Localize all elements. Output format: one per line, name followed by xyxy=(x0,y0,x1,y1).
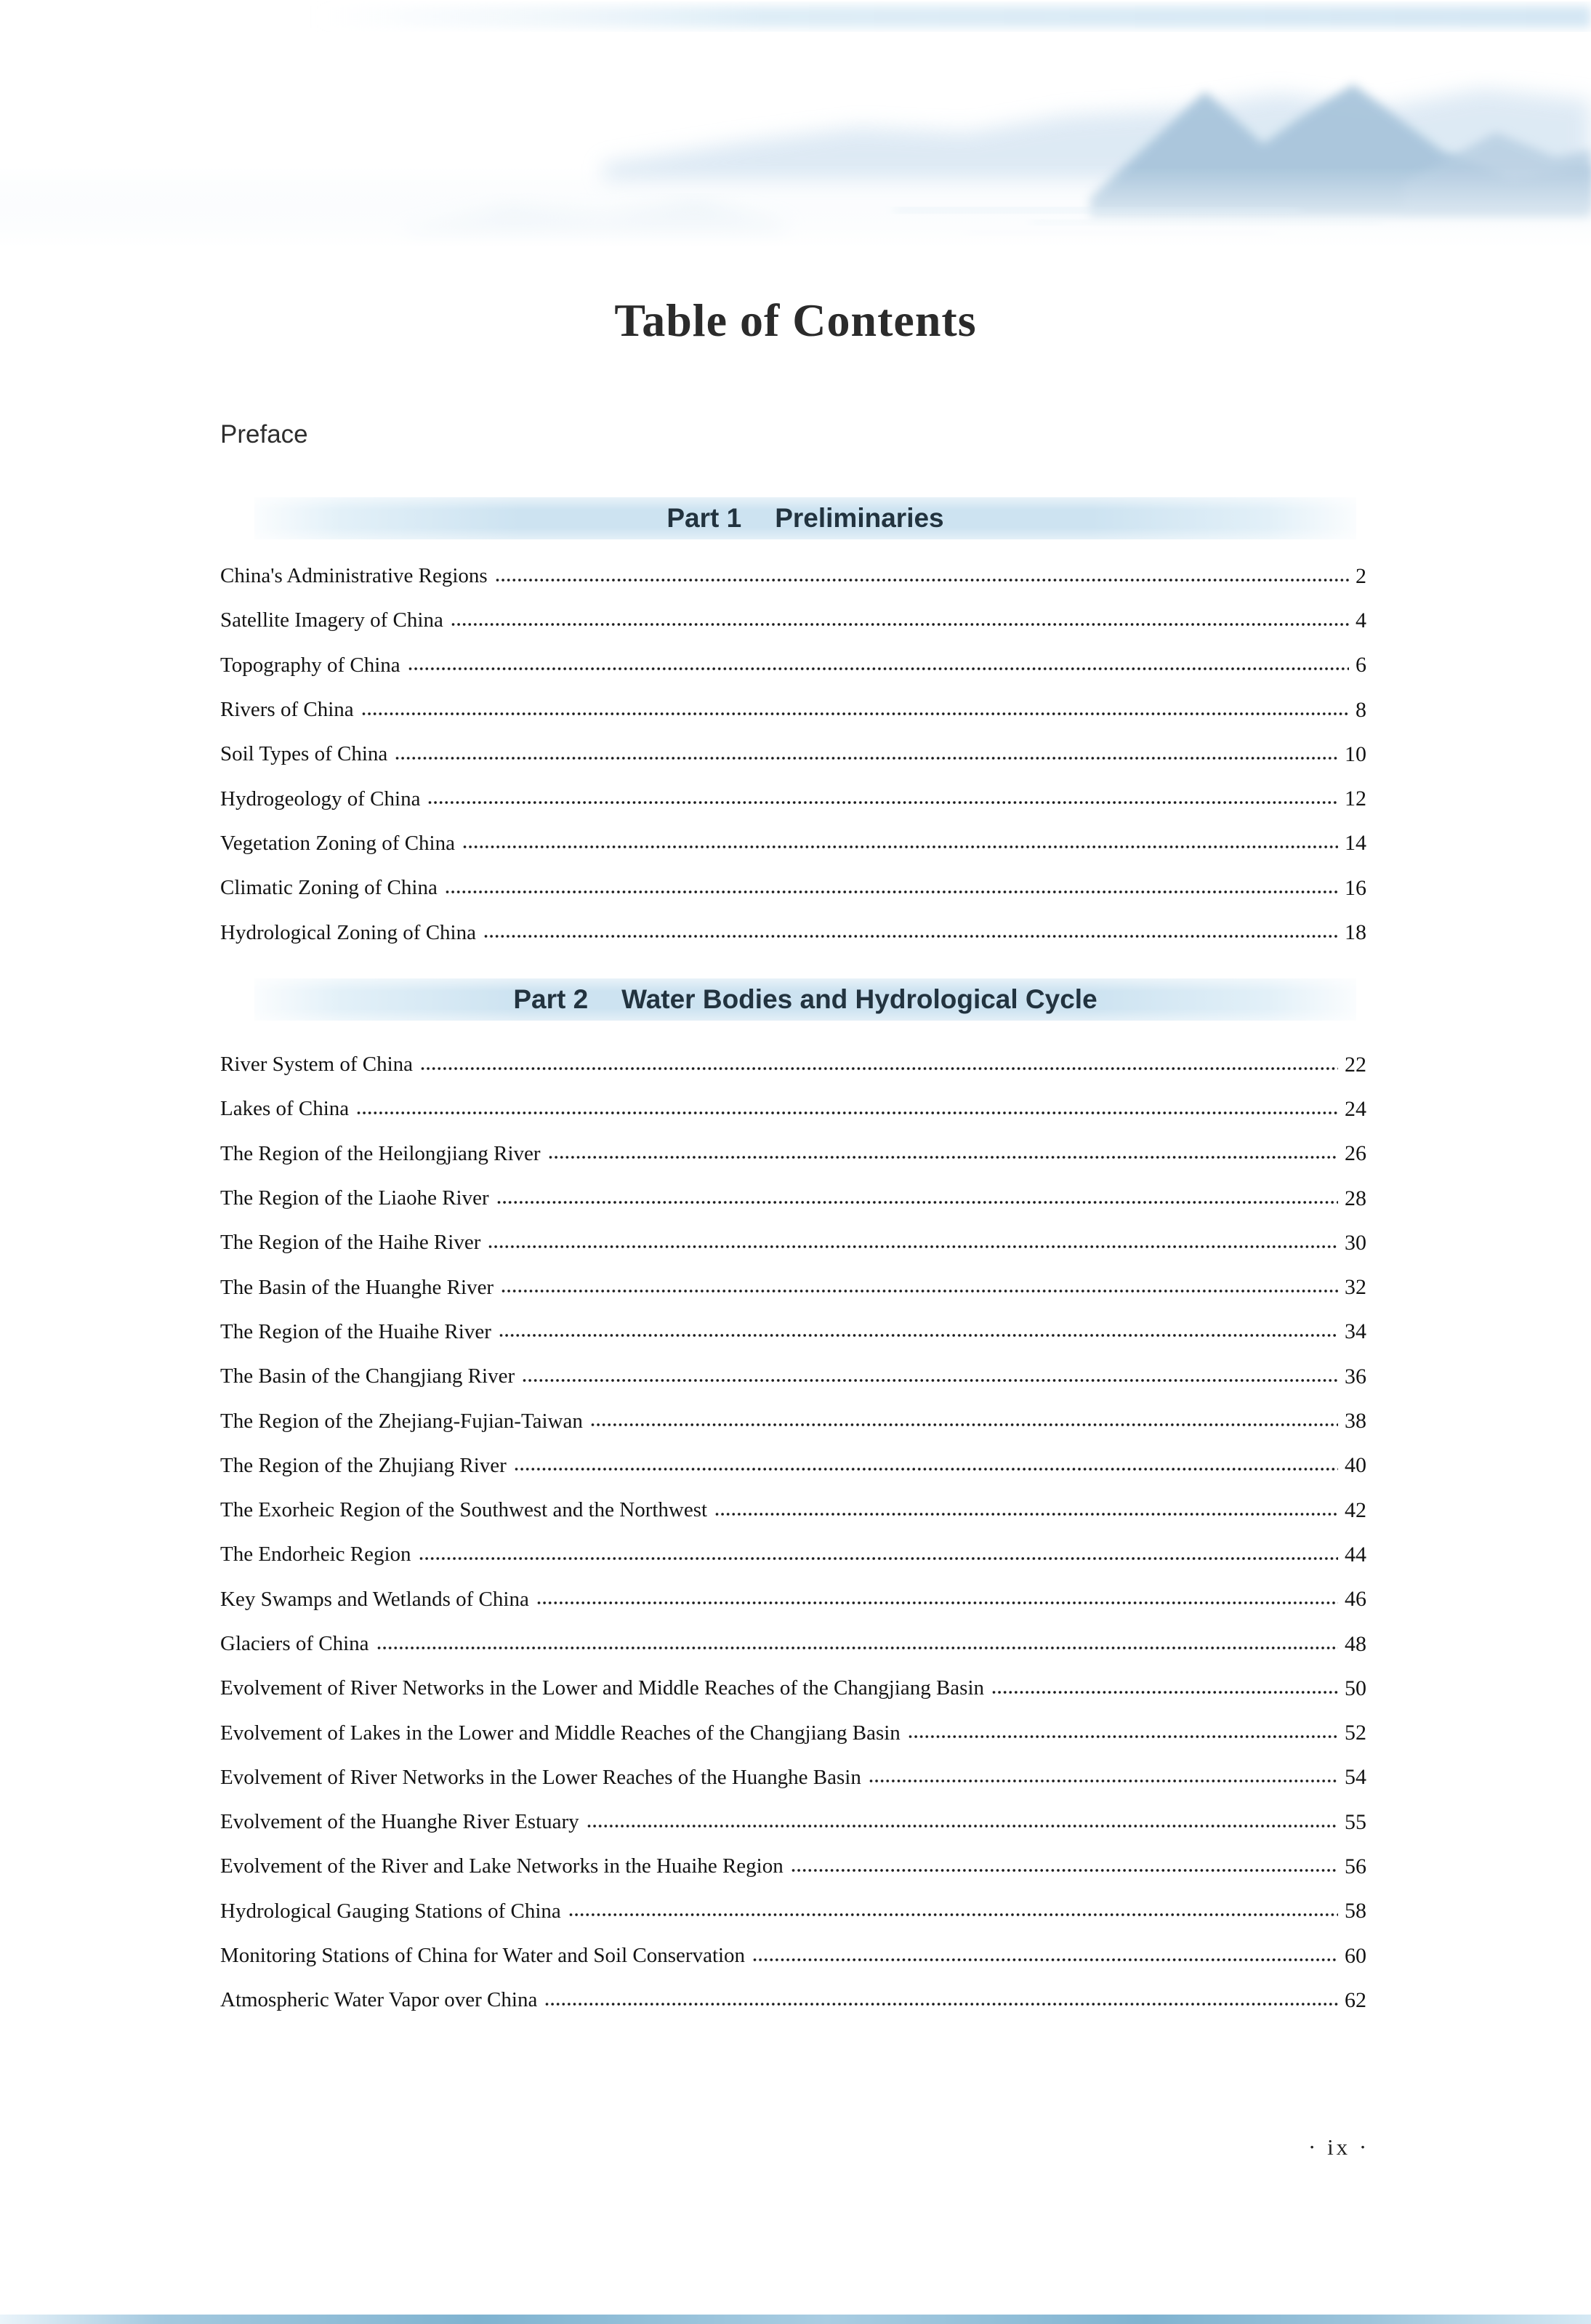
dotted-leader xyxy=(909,1733,1338,1740)
toc-entry-row xyxy=(220,1978,1366,2022)
toc-entry-title: Evolvement of the Huanghe River Estuary xyxy=(220,1810,579,1834)
toc-entry-page-number: 55 xyxy=(1345,1809,1366,1834)
toc-entry-row xyxy=(220,910,1366,954)
dotted-leader xyxy=(523,1377,1338,1384)
toc-entry-row xyxy=(220,1622,1366,1666)
footer-ribbon xyxy=(0,2315,1591,2324)
toc-entry-row xyxy=(220,1176,1366,1221)
toc-entry-row xyxy=(220,1844,1366,1889)
toc-entry-page-number: 28 xyxy=(1345,1186,1366,1210)
toc-entry-page-number: 32 xyxy=(1345,1275,1366,1300)
dotted-leader xyxy=(488,1243,1338,1250)
toc-entry-title: Glaciers of China xyxy=(220,1632,369,1655)
toc-entry-title: The Exorheic Region of the Southwest and the Northwest xyxy=(220,1498,708,1522)
toc-entry-page-number: 50 xyxy=(1345,1676,1366,1700)
toc-entry-page-number: 30 xyxy=(1345,1230,1366,1255)
toc-entry-title: Evolvement of River Networks in the Lower Reaches of the Huanghe Basin xyxy=(220,1765,861,1789)
toc-entry-title: The Region of the Liaohe River xyxy=(220,1186,489,1210)
dotted-leader xyxy=(496,576,1349,584)
dotted-leader xyxy=(515,1465,1338,1473)
toc-entry-row xyxy=(220,1756,1366,1800)
toc-entry-page-number: 58 xyxy=(1345,1899,1366,1923)
toc-entry-page-number: 40 xyxy=(1345,1453,1366,1478)
toc-entry-page-number: 56 xyxy=(1345,1854,1366,1878)
toc-entry-page-number: 14 xyxy=(1345,831,1366,856)
toc-entry-row xyxy=(220,1221,1366,1265)
toc-entry-title: River System of China xyxy=(220,1053,414,1077)
dotted-leader xyxy=(869,1777,1338,1785)
toc-entry-page-number: 62 xyxy=(1345,1987,1366,2012)
toc-entry-page-number: 12 xyxy=(1345,787,1366,811)
toc-entry-title: Soil Types of China xyxy=(220,742,388,766)
toc-entry-row xyxy=(220,643,1366,688)
dotted-leader xyxy=(362,710,1349,717)
toc-entry-page-number: 42 xyxy=(1345,1497,1366,1522)
toc-entry-row xyxy=(220,1310,1366,1354)
dotted-leader xyxy=(715,1511,1338,1518)
toc-entry-page-number: 60 xyxy=(1345,1943,1366,1968)
toc-entry-page-number: 52 xyxy=(1345,1721,1366,1745)
toc-entry-title: The Region of the Huaihe River xyxy=(220,1319,491,1343)
page-title: Table of Contents xyxy=(614,294,977,346)
toc-entry-row xyxy=(220,1087,1366,1131)
mountain-art-svg xyxy=(0,0,1591,247)
header-landscape-art xyxy=(0,0,1591,247)
dotted-leader xyxy=(499,1332,1338,1339)
toc-entry-row xyxy=(220,1042,1366,1087)
toc-entry-title: Key Swamps and Wetlands of China xyxy=(220,1587,529,1611)
preface-heading: Preface xyxy=(220,420,308,449)
folio-page-number: · ix · xyxy=(1308,2134,1370,2160)
toc-entry-page-number: 38 xyxy=(1345,1409,1366,1434)
part2-label: Part 2 xyxy=(513,984,589,1014)
toc-entry-page-number: 2 xyxy=(1356,563,1366,588)
toc-entry-row xyxy=(220,776,1366,821)
dotted-leader xyxy=(549,1154,1338,1161)
toc-entry-title: Satellite Imagery of China xyxy=(220,608,443,632)
toc-entry-row xyxy=(220,1666,1366,1710)
part2-section-header xyxy=(254,978,1356,1021)
dotted-leader xyxy=(497,1199,1338,1206)
toc-entry-title: Lakes of China xyxy=(220,1097,350,1121)
toc-entry-page-number: 6 xyxy=(1356,653,1366,678)
dotted-leader xyxy=(357,1109,1338,1117)
toc-entry-row xyxy=(220,1132,1366,1176)
toc-entry-title: China's Administrative Regions xyxy=(220,564,488,588)
toc-entry-page-number: 36 xyxy=(1345,1364,1366,1388)
toc-entry-page-number: 44 xyxy=(1345,1542,1366,1567)
toc-entry-title: The Endorheic Region xyxy=(220,1543,411,1567)
toc-entry-title: Vegetation Zoning of China xyxy=(220,831,455,855)
toc-entry-title: Rivers of China xyxy=(220,698,354,722)
toc-entry-page-number: 18 xyxy=(1345,920,1366,945)
toc-entry-row xyxy=(220,1488,1366,1532)
toc-entry-page-number: 16 xyxy=(1345,875,1366,900)
toc-entry-title: Hydrological Gauging Stations of China xyxy=(220,1899,561,1923)
toc-entry-row xyxy=(220,866,1366,910)
dotted-leader xyxy=(463,843,1338,851)
toc-entry-page-number: 8 xyxy=(1356,697,1366,722)
dotted-leader xyxy=(421,1065,1338,1072)
toc-entry-row xyxy=(220,1577,1366,1622)
toc-entry-title: Hydrogeology of China xyxy=(220,787,421,811)
toc-entry-row xyxy=(220,688,1366,732)
dotted-leader xyxy=(419,1555,1338,1562)
toc-entry-title: The Basin of the Huanghe River xyxy=(220,1275,494,1299)
toc-entry-page-number: 24 xyxy=(1345,1096,1366,1121)
toc-entry-row xyxy=(220,1354,1366,1399)
dotted-leader xyxy=(753,1956,1338,1963)
part1-label: Part 1 xyxy=(666,503,742,533)
toc-entry-page-number: 46 xyxy=(1345,1587,1366,1612)
part1-title: Preliminaries xyxy=(775,503,944,533)
part2-entry-list xyxy=(220,1042,1366,2023)
dotted-leader xyxy=(569,1911,1338,1918)
toc-entry-row xyxy=(220,732,1366,776)
toc-entry-title: Atmospheric Water Vapor over China xyxy=(220,1988,538,2012)
dotted-leader xyxy=(408,665,1349,672)
toc-entry-title: Hydrological Zoning of China xyxy=(220,920,476,944)
dotted-leader xyxy=(451,621,1349,628)
toc-entry-page-number: 10 xyxy=(1345,741,1366,766)
toc-entry-page-number: 26 xyxy=(1345,1141,1366,1166)
toc-entry-title: Topography of China xyxy=(220,653,400,677)
toc-entry-page-number: 22 xyxy=(1345,1052,1366,1077)
toc-entry-row xyxy=(220,1444,1366,1488)
toc-entry-page-number: 34 xyxy=(1345,1319,1366,1344)
toc-entry-title: Evolvement of River Networks in the Lower and Middle Reaches of the Changjiang Basin xyxy=(220,1676,984,1700)
dotted-leader xyxy=(377,1644,1338,1652)
toc-entry-page-number: 4 xyxy=(1356,608,1366,632)
toc-entry-page-number: 48 xyxy=(1345,1631,1366,1656)
dotted-leader xyxy=(484,933,1338,940)
toc-entry-row xyxy=(220,1532,1366,1577)
toc-entry-row xyxy=(220,1265,1366,1309)
dotted-leader xyxy=(587,1822,1338,1830)
toc-entry-title: The Region of the Haihe River xyxy=(220,1231,481,1255)
dotted-leader xyxy=(792,1867,1338,1874)
dotted-leader xyxy=(992,1689,1338,1696)
toc-entry-row xyxy=(220,1399,1366,1443)
part1-entry-list xyxy=(220,554,1366,955)
dotted-leader xyxy=(591,1421,1338,1428)
toc-entry-row xyxy=(220,1889,1366,1934)
dotted-leader xyxy=(395,755,1338,762)
part2-title: Water Bodies and Hydrological Cycle xyxy=(621,984,1097,1014)
toc-entry-title: The Region of the Zhejiang-Fujian-Taiwan xyxy=(220,1409,583,1433)
toc-entry-title: The Region of the Zhujiang River xyxy=(220,1453,507,1477)
dotted-leader xyxy=(502,1287,1338,1295)
toc-entry-page-number: 54 xyxy=(1345,1765,1366,1790)
toc-entry-title: Climatic Zoning of China xyxy=(220,876,438,900)
toc-entry-row xyxy=(220,1934,1366,1978)
dotted-leader xyxy=(446,888,1338,896)
toc-entry-title: Evolvement of the River and Lake Networks in the Huaihe Region xyxy=(220,1854,784,1878)
toc-entry-title: The Basin of the Changjiang River xyxy=(220,1364,515,1388)
toc-entry-row xyxy=(220,1800,1366,1844)
dotted-leader xyxy=(428,799,1338,806)
dotted-leader xyxy=(545,2001,1338,2008)
toc-entry-row xyxy=(220,554,1366,598)
part1-section-header xyxy=(254,497,1356,539)
toc-entry-row xyxy=(220,1710,1366,1755)
toc-entry-title: The Region of the Heilongjiang River xyxy=(220,1141,541,1165)
toc-entry-row xyxy=(220,598,1366,643)
toc-entry-title: Monitoring Stations of China for Water and Soil Conservation xyxy=(220,1944,746,1968)
dotted-leader xyxy=(537,1599,1338,1607)
toc-entry-row xyxy=(220,821,1366,866)
toc-entry-title: Evolvement of Lakes in the Lower and Middle Reaches of the Changjiang Basin xyxy=(220,1721,901,1745)
